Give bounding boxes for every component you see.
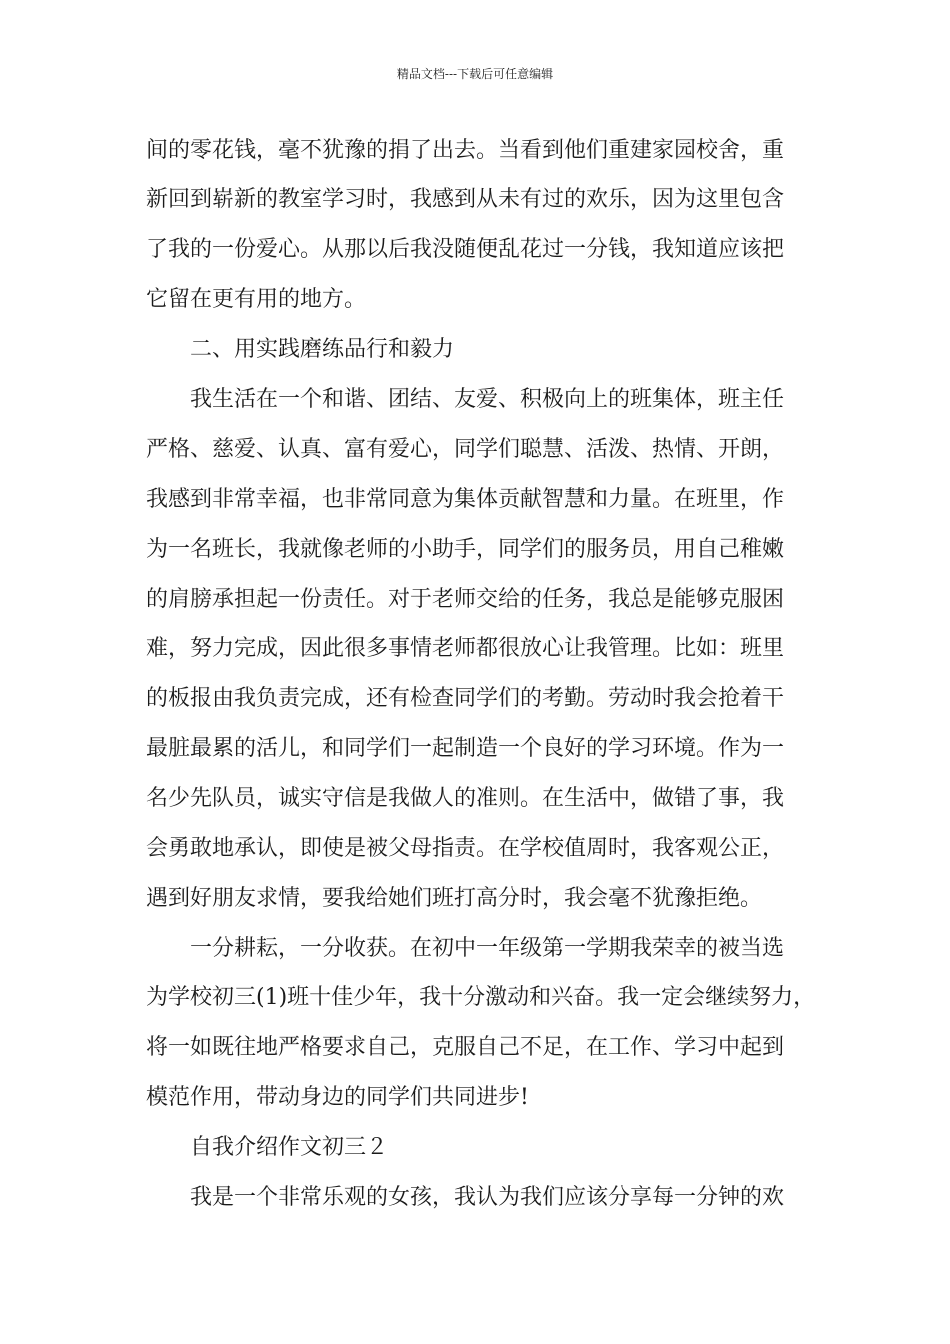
text-line: 的肩膀承担起一份责任。对于老师交给的任务，我总是能够克服困 bbox=[146, 587, 785, 612]
text-line: 为一名班长，我就像老师的小助手，同学们的服务员，用自己稚嫩 bbox=[146, 537, 785, 562]
text-line: 了我的一份爱心。从那以后我没随便乱花过一分钱，我知道应该把 bbox=[146, 237, 785, 262]
text-line: 将一如既往地严格要求自己，克服自己不足，在工作、学习中起到 bbox=[146, 1035, 785, 1060]
text-line: 模范作用，带动身边的同学们共同进步! bbox=[146, 1085, 529, 1110]
text-line: 难，努力完成，因此很多事情老师都很放心让我管理。比如：班里 bbox=[146, 636, 785, 661]
text-line: 的板报由我负责完成，还有检查同学们的考勤。劳动时我会抢着干 bbox=[146, 686, 785, 711]
text-line: 新回到崭新的教室学习时，我感到从未有过的欢乐，因为这里包含 bbox=[146, 187, 785, 212]
text-line: 会勇敢地承认，即使是被父母指责。在学校值周时，我客观公正， bbox=[146, 836, 785, 861]
text-line: 一分耕耘，一分收获。在初中一年级第一学期我荣幸的被当选 bbox=[146, 936, 785, 961]
text-line: 间的零花钱，毫不犹豫的捐了出去。当看到他们重建家园校舍，重 bbox=[146, 138, 785, 163]
page-header: 精品文档---下载后可任意编辑 bbox=[396, 67, 554, 81]
text-line: 我是一个非常乐观的女孩，我认为我们应该分享每一分钟的欢 bbox=[146, 1185, 785, 1210]
text-line: 我生活在一个和谐、团结、友爱、积极向上的班集体，班主任 bbox=[146, 387, 785, 412]
text-line: 名少先队员，诚实守信是我做人的准则。在生活中，做错了事，我 bbox=[146, 786, 785, 811]
section-heading: 二、用实践磨练品行和毅力 bbox=[146, 337, 455, 362]
text-line: 遇到好朋友求情，要我给她们班打高分时，我会毫不犹豫拒绝。 bbox=[146, 886, 763, 911]
text-line: 为学校初三(1)班十佳少年，我十分激动和兴奋。我一定会继续努力， bbox=[146, 985, 816, 1010]
text-line: 严格、慈爱、认真、富有爱心，同学们聪慧、活泼、热情、开朗， bbox=[146, 437, 785, 462]
text-line: 最脏最累的活儿，和同学们一起制造一个良好的学习环境。作为一 bbox=[146, 736, 785, 761]
text-line: 我感到非常幸福，也非常同意为集体贡献智慧和力量。在班里，作 bbox=[146, 487, 785, 512]
section-heading: 自我介绍作文初三２ bbox=[146, 1135, 389, 1160]
text-line: 它留在更有用的地方。 bbox=[146, 287, 367, 312]
